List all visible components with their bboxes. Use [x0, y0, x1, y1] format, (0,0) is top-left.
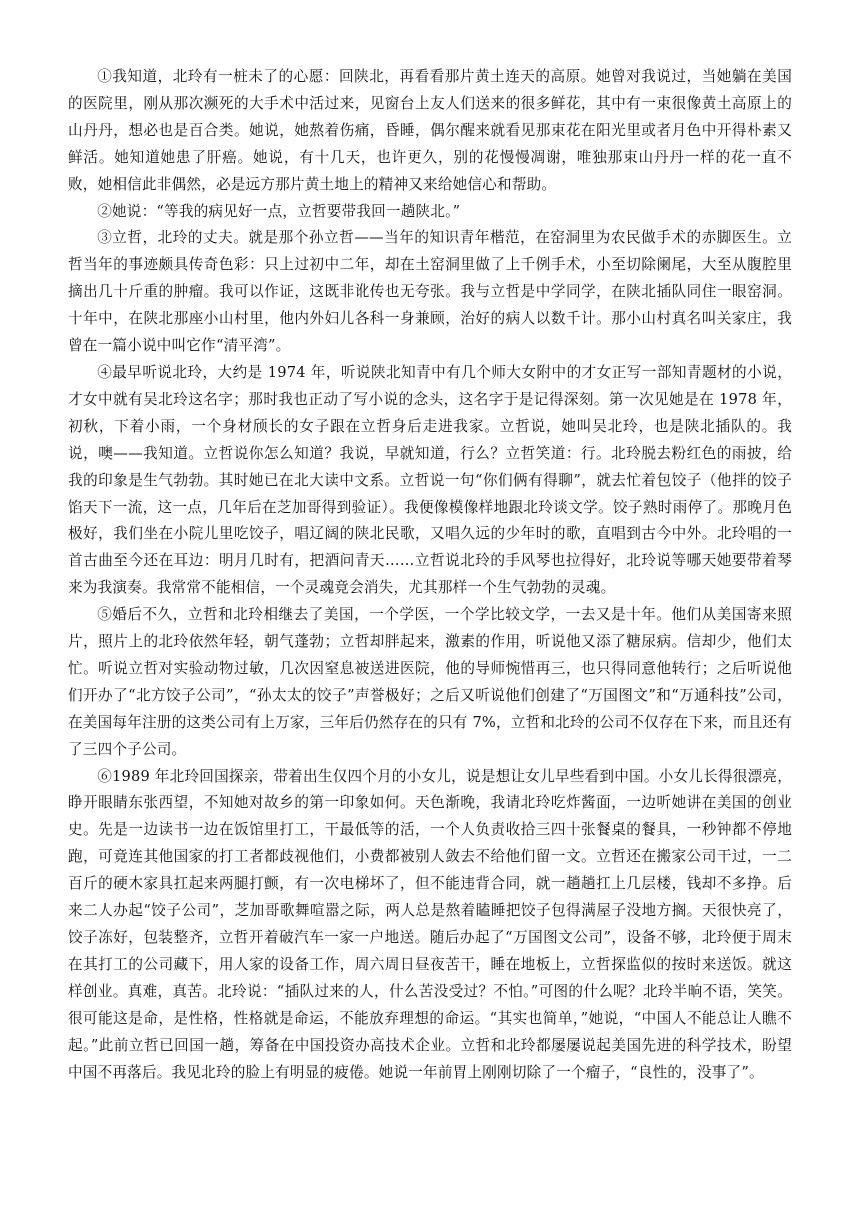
- paragraph-2: ②她说：“等我的病见好一点，立哲要带我回一趟陕北。”: [97, 202, 461, 220]
- paragraph-6: ⑥1989 年北玲回国探亲，带着出生仅四个月的小女儿，说是想让女儿早些看到中国。小女儿长得很漂亮，睁开眼睛东张西望，不知她对故乡的第一印象如何。天色渐晚，我请北玲吃炸酱面，一边听她讲在美国的创业史。先是一边读书一边在饭馆里打工，干最低等的活，一个人负责收拾三四十张餐桌的餐具，一秒钟都不停地跑，可竟连其他国家的打工者都歧视他们，小费都被别人敛去不给他们留一文。立哲还在搬家公司干过，一二百斤的硬木家具扛起来两腿打颤，有一次电梯坏了，但不能违背合同，就一趟趟扛上几层楼，钱却不多挣。后来二人办起“饺子公司”，芝加哥歌舞喧嚣之际，两人总是熬着瞌睡把饺子包得满屋子没地方搁。天很快亮了，饺子冻好，包装整齐，立哲开着破汽车一家一户地送。随后办起了“万国图文公司”，设备不够，北玲便于周末在其打工的公司藏下，用人家的设备工作，周六周日昼夜苦干，睡在地板上，立哲探监似的按时来送饭。就这样创业。真难，真苦。北玲说：“插队过来的人，什么苦没受过？不怕。”可图的什么呢？北玲半晌不语，笑笑。很可能这是命，是性格，性格就是命运，不能放弃理想的命运。“其实也简单，”她说，“中国人不能总让人瞧不起。”此前立哲已回国一趟，筹备在中国投资办高技术企业。立哲和北玲都屡屡说起美国先进的科学技术，盼望中国不再落后。我见北玲的脸上有明显的疲倦。她说一年前胃上刚刚切除了一个瘤子，“良性的，没事了”。: [68, 767, 792, 1081]
- paragraph-4: ④最早听说北玲，大约是 1974 年，听说陕北知青中有几个师大女附中的才女正写一部知青题材的小说，才女中就有吴北玲这名字；那时我也正动了写小说的念头，这名字于是记得深刻。第一次见她是在 1978 年，初秋，下着小雨，一个身材颀长的女子跟在立哲身后走进我家。立哲说，她叫吴北玲，也是陕北插队的。我说，噢——我知道。立哲说你怎么知道？我说，早就知道，行么？立哲笑道：行。北玲脱去粉红色的雨披，给我的印象是生气勃勃。其时她已在北大读中文系。立哲说一句“你们俩有得聊”，就去忙着包饺子（他拌的饺子馅天下一流，这一点，几年后在芝加哥得到验证）。我便像模像样地跟北玲谈文学。饺子熟时雨停了。那晚月色极好，我们坐在小院儿里吃饺子，唱辽阔的陕北民歌，又唱久远的少年时的歌，直唱到古今中外。北玲唱的一首古曲至今还在耳边：明月几时有，把酒问青天……立哲说北玲的手风琴也拉得好，北玲说等哪天她要带着琴来为我演奏。我常常不能相信，一个灵魂竟会消失，尤其那样一个生气勃勃的灵魂。: [68, 363, 792, 597]
- paragraph-5: ⑤婚后不久，立哲和北玲相继去了美国，一个学医，一个学比较文学，一去又是十年。他们从美国寄来照片，照片上的北玲依然年轻，朝气蓬勃；立哲却胖起来，激素的作用，听说他又添了糖尿病。信却少，他们太忙。听说立哲对实验动物过敏，几次因窒息被送进医院，他的导师惋惜再三，也只得同意他转行；之后听说他们开办了“北方饺子公司”，“孙太太的饺子”声誉极好；之后又听说他们创建了“万国图文”和“万通科技”公司，在美国每年注册的这类公司有上万家，三年后仍然存在的只有 7%，立哲和北玲的公司不仅存在下来，而且还有了三四个子公司。: [68, 606, 792, 758]
- paragraph-1: ①我知道，北玲有一桩未了的心愿：回陕北，再看看那片黄土连天的高原。她曾对我说过，当她躺在美国的医院里，刚从那次濒死的大手术中活过来，见窗台上友人们送来的很多鲜花，其中有一束很像黄土高原上的山丹丹，想必也是百合类。她说，她熬着伤痛，昏睡，偶尔醒来就看见那束花在阳光里或者月色中开得朴素又鲜活。她知道她患了肝癌。她说，有十几天，也许更久，别的花慢慢凋谢，唯独那束山丹丹一样的花一直不败，她相信此非偶然，必是远方那片黄土地上的精神又来给她信心和帮助。: [68, 68, 792, 193]
- paragraph-3: ③立哲，北玲的丈夫。就是那个孙立哲——当年的知识青年楷范，在窑洞里为农民做手术的赤脚医生。立哲当年的事迹颇具传奇色彩：只上过初中二年，却在土窑洞里做了上千例手术，小至切除阑尾，大至从腹腔里摘出几十斤重的肿瘤。我可以作证，这既非讹传也无夸张。我与立哲是中学同学，在陕北插队同住一眼窑洞。十年中，在陕北那座小山村里，他内外妇儿各科一身兼顾，治好的病人以数千计。那小山村真名叫关家庄，我曾在一篇小说中叫它作“清平湾”。: [68, 229, 792, 355]
- article-body: [68, 64, 792, 1086]
